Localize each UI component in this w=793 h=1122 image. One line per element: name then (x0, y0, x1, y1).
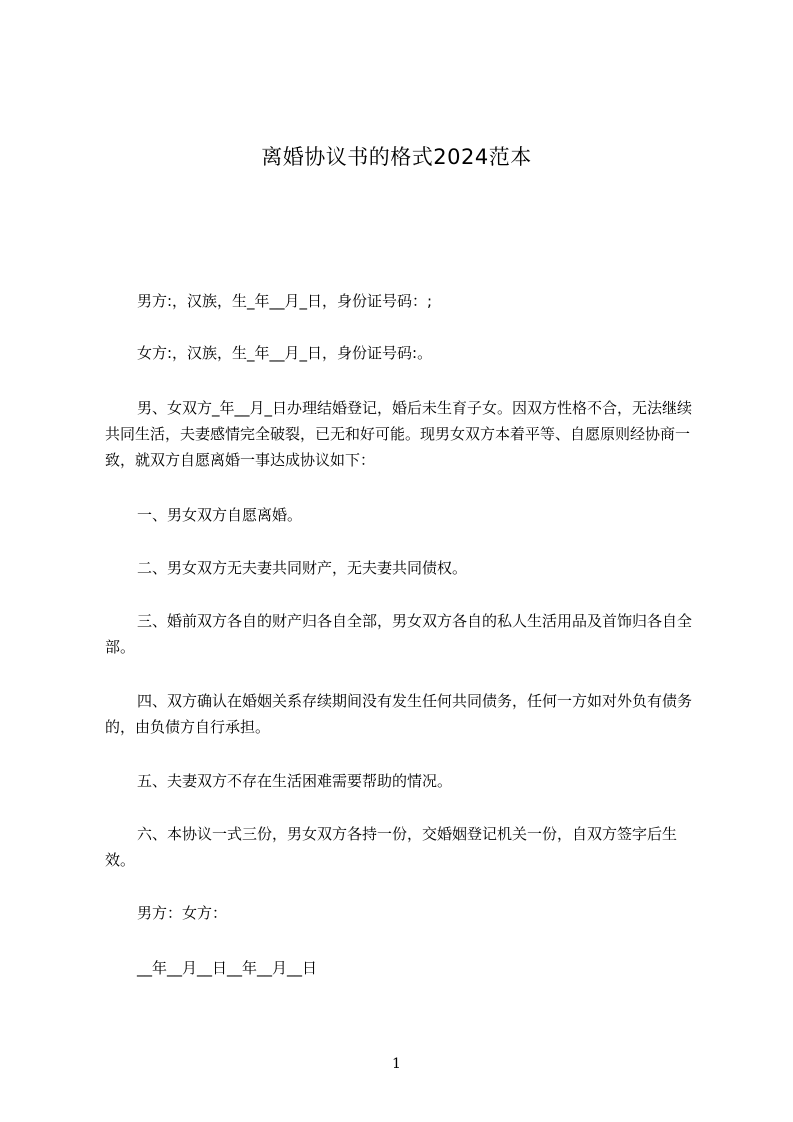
paragraph-husband-info: 男方:，汉族，生_年__月_日，身份证号码：; (137, 292, 433, 310)
clause-3: 三、婚前双方各自的财产归各自全部，男女双方各自的私人生活用品及首饰归各自全部。 (105, 612, 693, 656)
signature-line: 男方：女方： (137, 904, 228, 922)
clause-2: 二、男女双方无夫妻共同财产，无夫妻共同债权。 (137, 559, 468, 577)
paragraph-preamble: 男、女双方_年__月_日办理结婚登记，婚后未生育子女。因双方性格不合，无法继续共同生活，夫妻感情完全破裂，已无和好可能。现男女双方本着平等、自愿原则经协商一致，就双方自愿离婚一事达成协议如下： (105, 399, 693, 469)
document-title: 离婚协议书的格式2024范本 (261, 145, 532, 169)
paragraph-wife-info: 女方:，汉族，生_年__月_日，身份证号码:。 (137, 344, 433, 362)
clause-4: 四、双方确认在婚姻关系存续期间没有发生任何共同债务，任何一方如对外负有债务的，由负债方自行承担。 (105, 692, 693, 736)
page-number: 1 (392, 1056, 401, 1072)
clause-6: 六、本协议一式三份，男女双方各持一份，交婚姻登记机关一份，自双方签字后生效。 (105, 825, 678, 869)
date-line: __年__月__日__年__月__日 (137, 959, 318, 977)
clause-1: 一、男女双方自愿离婚。 (137, 506, 303, 524)
clause-5: 五、夫妻双方不存在生活困难需要帮助的情况。 (137, 772, 453, 790)
